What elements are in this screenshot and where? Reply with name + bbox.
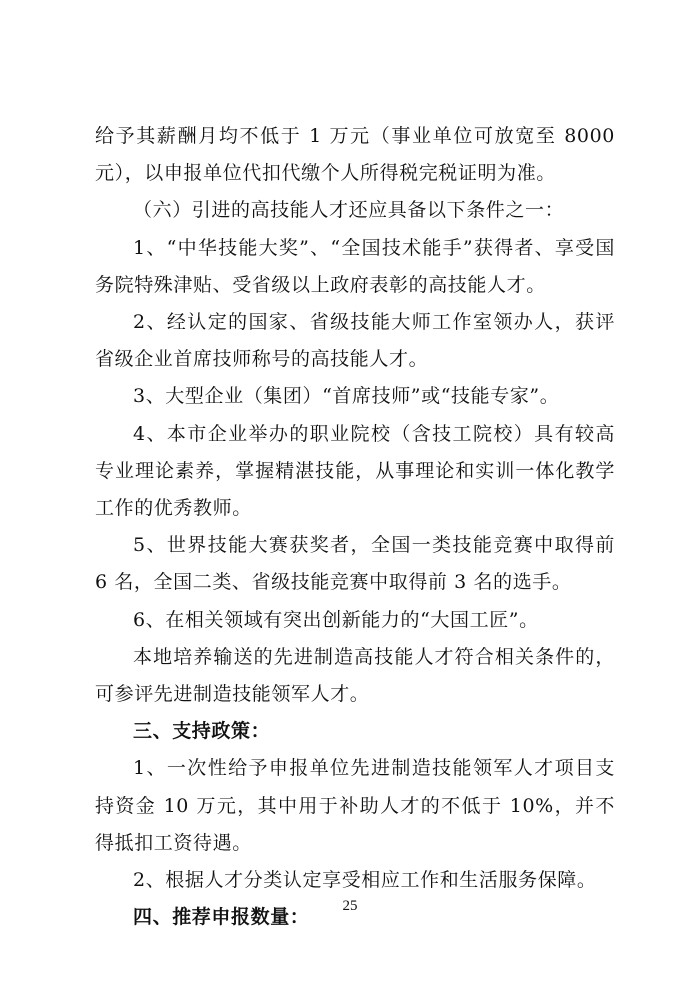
section-heading-support-policy: 三、支持政策： xyxy=(133,720,271,743)
paragraph-condition-6: 6、在相关领域有突出创新能力的“大国工匠”。 xyxy=(133,608,539,631)
paragraph-condition-5: 5、世界技能大赛获奖者，全国一类技能竞赛中取得前 6 名，全国二类、省级技能竞赛中取得前 3 名的选手。 xyxy=(95,534,615,594)
paragraph-section-six-intro: （六）引进的高技能人才还应具备以下条件之一： xyxy=(133,199,565,222)
paragraph-salary-requirement: 给予其薪酬月均不低于 1 万元（事业单位可放宽至 8000 元），以申报单位代扣代缴个人所得税完税证明为准。 xyxy=(95,125,615,185)
paragraph-policy-1: 1、一次性给予申报单位先进制造技能领军人才项目支持资金 10 万元，其中用于补助人才的不低于 10%，并不得抵扣工资待遇。 xyxy=(95,757,615,854)
paragraph-condition-2: 2、经认定的国家、省级技能大师工作室领办人，获评省级企业首席技师称号的高技能人才。 xyxy=(95,311,615,371)
paragraph-policy-2: 2、根据人才分类认定享受相应工作和生活服务保障。 xyxy=(133,869,597,892)
paragraph-condition-3: 3、大型企业（集团）“首席技师”或“技能专家”。 xyxy=(133,385,560,408)
document-body xyxy=(95,118,615,936)
paragraph-local-talent: 本地培养输送的先进制造高技能人才符合相关条件的，可参评先进制造技能领军人才。 xyxy=(95,645,615,706)
paragraph-condition-1: 1、“中华技能大奖”、“全国技术能手”获得者、享受国务院特殊津贴、受省级以上政府表彰的高技能人才。 xyxy=(95,236,615,296)
paragraph-condition-4: 4、本市企业举办的职业院校（含技工院校）具有较高专业理论素养，掌握精湛技能，从事理论和实训一体化教学工作的优秀教师。 xyxy=(95,422,615,520)
page-number: 25 xyxy=(342,898,358,914)
section-heading-recommendation-quota: 四、推荐申报数量： xyxy=(133,906,310,929)
